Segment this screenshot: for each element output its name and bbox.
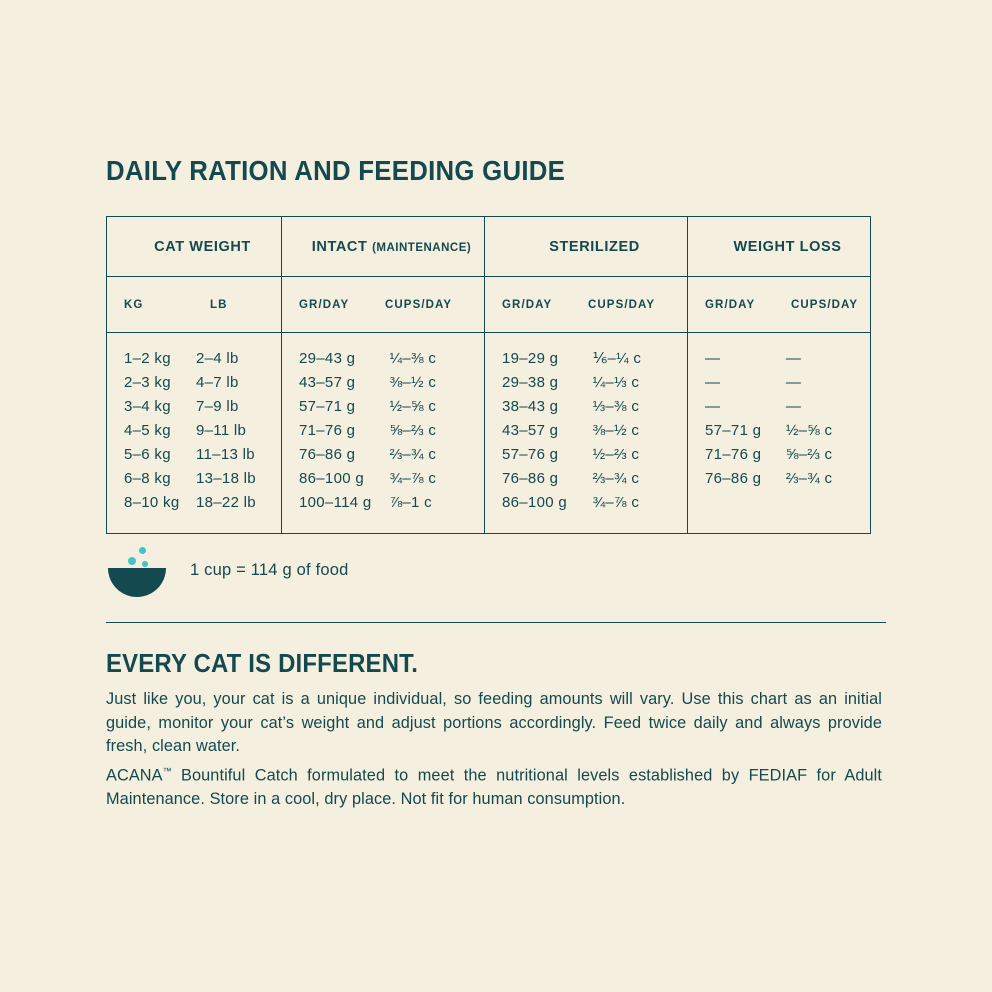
value-cups: ⅜–½ c	[389, 374, 437, 391]
table-body-row	[107, 333, 871, 534]
value-lb: 4–7 lb	[196, 374, 239, 391]
value-cups: ⅔–¾ c	[389, 446, 437, 463]
value-gr: 57–71 g	[705, 422, 762, 439]
section-heading: EVERY CAT IS DIFFERENT.	[106, 648, 419, 678]
value-gr: —	[705, 350, 721, 367]
group-header-label: STERILIZED	[549, 238, 640, 255]
column-weight-loss-gr	[705, 347, 786, 491]
cell-cat-weight	[107, 333, 282, 534]
value-gr: 76–86 g	[502, 470, 559, 487]
subheader-intact	[282, 277, 485, 333]
value-cups: ⅔–¾ c	[785, 470, 833, 487]
column-weight-loss-cups	[786, 347, 870, 491]
value-gr: 76–86 g	[299, 446, 356, 463]
subheader-cat-weight	[107, 277, 282, 333]
value-gr: 19–29 g	[502, 350, 559, 367]
value-gr: 57–76 g	[502, 446, 559, 463]
page-title: DAILY RATION AND FEEDING GUIDE	[106, 155, 566, 186]
bowl-shape	[108, 568, 166, 597]
value-gr: 71–76 g	[299, 422, 356, 439]
group-header-intact	[282, 217, 485, 277]
subheader-cups-day: CUPS/DAY	[791, 298, 859, 311]
value-gr: —	[705, 374, 721, 391]
value-kg: 8–10 kg	[124, 494, 180, 511]
cell-sterilized	[485, 333, 688, 534]
value-gr: 86–100 g	[299, 470, 364, 487]
value-gr: 100–114 g	[299, 494, 372, 511]
value-kg: 1–2 kg	[124, 350, 171, 367]
subheader-lb: LB	[210, 298, 228, 311]
value-lb: 7–9 lb	[196, 398, 239, 415]
kibble-dot	[128, 557, 136, 565]
value-kg: 3–4 kg	[124, 398, 171, 415]
group-header-label: WEIGHT LOSS	[733, 238, 842, 255]
cell-weight-loss	[688, 333, 871, 534]
value-lb: 11–13 lb	[196, 446, 255, 463]
value-gr: 43–57 g	[299, 374, 356, 391]
group-header-cat-weight	[107, 217, 282, 277]
value-gr: 29–38 g	[502, 374, 559, 391]
column-kg	[124, 347, 196, 515]
column-sterilized-cups	[593, 347, 687, 515]
value-cups: ½–⅝ c	[389, 398, 437, 415]
value-gr: 71–76 g	[705, 446, 762, 463]
kibble-dot	[142, 561, 148, 567]
value-gr: 38–43 g	[502, 398, 559, 415]
value-cups: ¼–⅓ c	[592, 374, 640, 391]
value-lb: 9–11 lb	[196, 422, 247, 439]
value-cups: ⅔–¾ c	[592, 470, 640, 487]
value-kg: 5–6 kg	[124, 446, 171, 463]
value-cups: ¼–⅜ c	[389, 350, 437, 367]
value-kg: 2–3 kg	[124, 374, 171, 391]
value-cups: ¾–⅞ c	[592, 494, 640, 511]
value-cups: —	[785, 350, 802, 367]
value-cups: —	[785, 398, 802, 415]
brand-name: ACANA	[106, 766, 163, 785]
value-cups: ⅝–⅔ c	[785, 446, 833, 463]
group-header-label: INTACT	[311, 238, 368, 255]
value-kg: 6–8 kg	[124, 470, 171, 487]
subheader-cups-day: CUPS/DAY	[385, 298, 453, 311]
value-lb: 2–4 lb	[196, 350, 239, 367]
group-header-sterilized	[485, 217, 688, 277]
column-lb	[196, 347, 276, 515]
value-cups: ⅜–½ c	[592, 422, 640, 439]
cup-note-text: 1 cup = 114 g of food	[190, 560, 349, 579]
ration-table-wrapper	[106, 216, 870, 534]
cup-equivalence-note	[106, 540, 348, 600]
cell-intact	[282, 333, 485, 534]
value-gr: 76–86 g	[705, 470, 762, 487]
subheader-kg: KG	[124, 298, 144, 311]
value-cups: ⅓–⅜ c	[592, 398, 640, 415]
value-cups: ⅙–¼ c	[592, 350, 642, 367]
subheader-sterilized	[485, 277, 688, 333]
column-intact-cups	[390, 347, 484, 515]
value-gr: 29–43 g	[299, 350, 356, 367]
column-intact-gr	[299, 347, 390, 515]
trademark-symbol: ™	[162, 766, 172, 776]
section-divider	[106, 622, 886, 623]
group-header-sublabel: (MAINTENANCE)	[372, 241, 472, 254]
value-cups: ⅞–1 c	[389, 494, 432, 511]
table-subheader-row	[107, 277, 871, 333]
paragraph-guidance: Just like you, your cat is a unique individual, so feeding amounts will vary. Use this chart as an initial guide, monitor your cat’s weight and adjust portions accordingly. Feed twice daily and always provide fresh, clean water.	[106, 690, 882, 755]
value-lb: 18–22 lb	[196, 494, 256, 511]
group-header-weight-loss	[688, 217, 871, 277]
value-lb: 13–18 lb	[196, 470, 256, 487]
subheader-cups-day: CUPS/DAY	[588, 298, 656, 311]
paragraph-compliance	[106, 760, 882, 811]
paragraph-compliance-rest: Bountiful Catch formulated to meet the nutritional levels established by FEDIAF for Adult Maintenance. Store in a cool, dry place. Not fit for human consumption.	[106, 766, 882, 808]
group-header-label: CAT WEIGHT	[154, 238, 251, 255]
subheader-weight-loss	[688, 277, 871, 333]
table-group-header-row	[107, 217, 871, 277]
value-gr: 43–57 g	[502, 422, 559, 439]
subheader-gr-day: GR/DAY	[299, 298, 350, 311]
column-sterilized-gr	[502, 347, 593, 515]
value-gr: —	[705, 398, 721, 415]
subheader-gr-day: GR/DAY	[705, 298, 756, 311]
value-kg: 4–5 kg	[124, 422, 171, 439]
value-cups: —	[785, 374, 802, 391]
value-cups: ½–⅝ c	[785, 422, 833, 439]
value-cups: ⅝–⅔ c	[389, 422, 437, 439]
value-gr: 86–100 g	[502, 494, 567, 511]
food-bowl-icon	[106, 541, 168, 599]
value-gr: 57–71 g	[299, 398, 356, 415]
ration-table	[106, 216, 871, 534]
kibble-dot	[139, 547, 146, 554]
value-cups: ½–⅔ c	[592, 446, 640, 463]
subheader-gr-day: GR/DAY	[502, 298, 553, 311]
value-cups: ¾–⅞ c	[389, 470, 437, 487]
